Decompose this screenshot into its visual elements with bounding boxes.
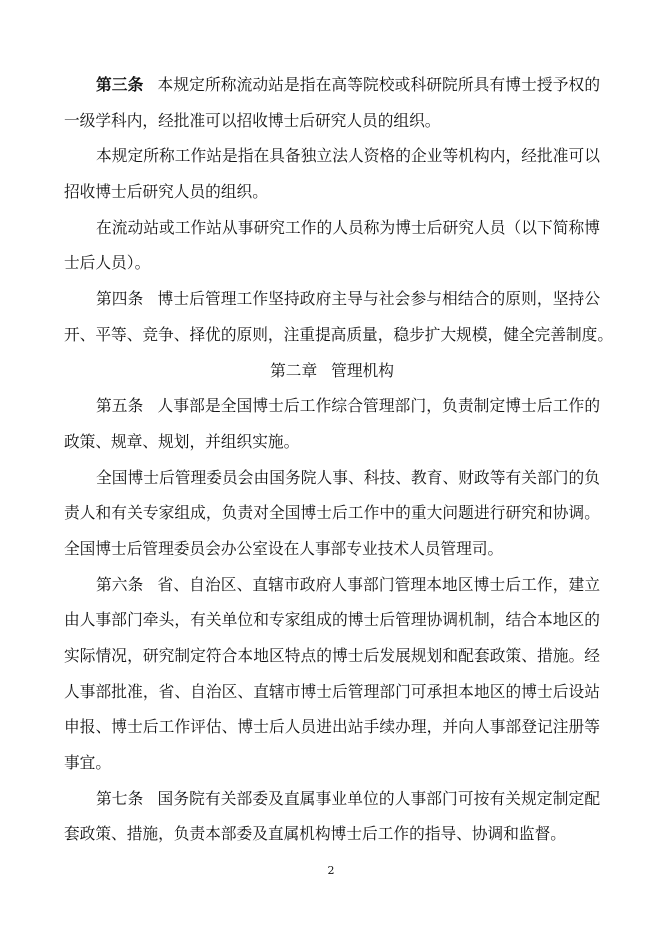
text-line [64,388,600,424]
line-text: 本规定所称工作站是指在具备独立法人资格的企业等机构内，经批准可以 [96,146,600,166]
text-line [64,210,600,246]
text-line [64,495,600,531]
chapter-heading [64,353,600,389]
line-text: 在流动站或工作站从事研究工作的人员称为博士后研究人员（以下简称博 [96,217,600,237]
line-text: 人事部是全国博士后工作综合管理部门，负责制定博士后工作的 [157,396,601,416]
article-label: 第七条 [96,788,144,808]
text-line [64,781,600,817]
article-label: 第六条 [96,574,144,594]
line-text: 全国博士后管理委员会由国务院人事、科技、教育、财政等有关部门的负 [96,467,600,487]
line-text: 省、自治区、直辖市政府人事部门管理本地区博士后工作，建立 [157,574,601,594]
line-text: 政策、规章、规划，并组织实施。 [64,431,300,451]
article-label: 第五条 [96,396,144,416]
line-text: 由人事部门牵头，有关单位和专家组成的博士后管理协调机制，结合本地区的 [64,610,600,630]
line-text: 本规定所称流动站是指在高等院校或科研院所具有博士授予权的 [157,75,601,94]
text-line [64,174,600,210]
text-line [64,602,600,638]
line-text: 责人和有关专家组成，负责对全国博士后工作中的重大问题进行研究和协调。 [64,503,600,523]
text-line [64,67,600,103]
line-text: 国务院有关部委及直属事业单位的人事部门可按有关规定制定配 [157,788,601,808]
chapter-title: 管理机构 [331,360,394,380]
line-text: 套政策、措施，负责本部委及直属机构博士后工作的指导、协调和监督。 [64,824,566,844]
page-number: 2 [327,864,335,877]
text-line [64,709,600,745]
text-line [64,424,600,460]
line-text: 招收博士后研究人员的组织。 [64,182,268,202]
text-line [64,103,600,139]
line-text: 全国博士后管理委员会办公室设在人事部专业技术人员管理司。 [64,538,504,558]
line-text: 事宜。 [64,753,112,773]
chapter-number: 第二章 [270,360,318,380]
line-text: 开、平等、竞争、择优的原则，注重提高质量，稳步扩大规模，健全完善制度。 [64,324,614,344]
document-body [64,67,614,852]
line-text: 申报、博士后工作评估、博士后人员进出站手续办理，并向人事部登记注册等 [64,717,600,737]
text-line [64,138,600,174]
article-label: 第三条 [96,75,144,94]
text-line [64,567,600,603]
line-text: 人事部批准，省、自治区、直辖市博士后管理部门可承担本地区的博士后设站 [64,681,600,701]
text-line [64,460,600,496]
text-line [64,745,600,781]
line-text: 士后人员）。 [64,253,151,273]
text-line [64,281,600,317]
text-line [64,245,600,281]
text-line [64,638,600,674]
text-line [64,531,600,567]
text-line [64,674,600,710]
text-line [64,317,614,353]
line-text: 实际情况，研究制定符合本地区特点的博士后发展规划和配套政策、措施。经 [64,646,600,665]
line-text: 博士后管理工作坚持政府主导与社会参与相结合的原则，坚持公 [157,289,601,309]
text-line [64,816,600,852]
article-label: 第四条 [96,289,144,309]
line-text: 一级学科内，经批准可以招收博士后研究人员的组织。 [64,110,441,130]
